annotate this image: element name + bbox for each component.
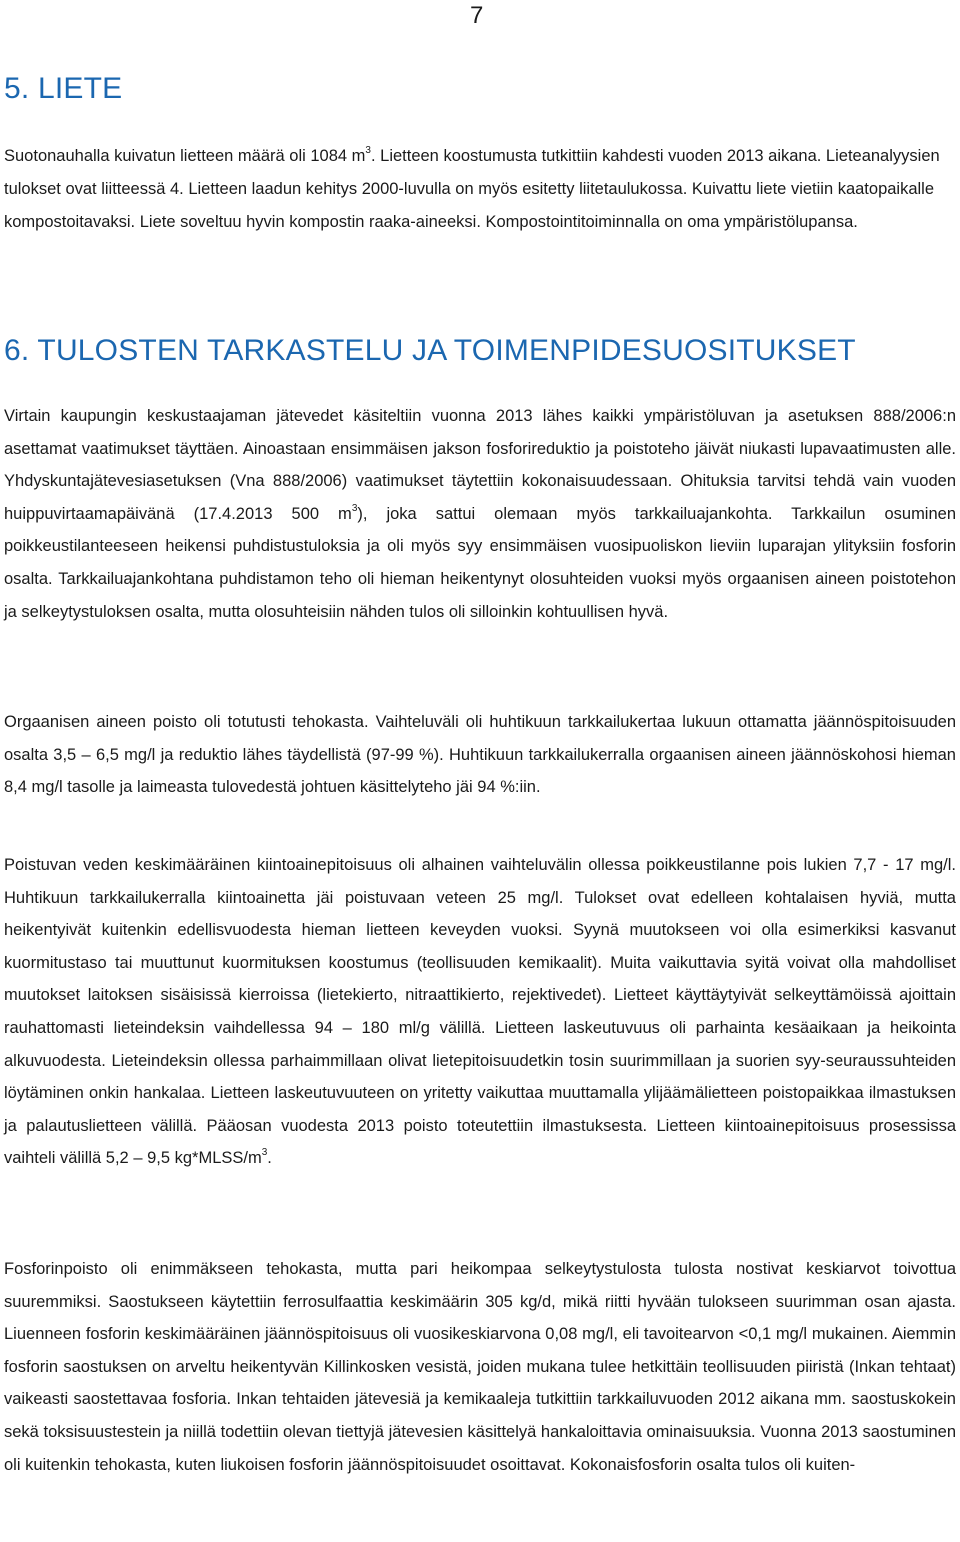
text-run: Poistuvan veden keskimääräinen kiintoainepitoisuus oli alhainen vaihteluvälin ollessa poikkeustilanne pois lukien 7,7 - 17 mg/l. Huhtikuun tarkkailukerralla kiintoainetta jäi poistuvaan veteen 25 mg/l. Tulokset ovat edelleen kohtalaisen hyviä, mutta heikentyivät kuitenkin edellisvuodesta hieman lietteen keveyden vuoksi. Syynä muutokseen voi olla esimerkiksi kasvanut kuormitustaso tai muuttunut kuormituksen koostumus (teollisuuden kemikaalit). Muita vaikuttavia syitä voivat olla mahdolliset muutokset laitoksen sisäisissä kierroissa (lietekierto, nitraattikierto, rejektivedet). Lietteet käyttäytyivät selkeyttämöissä ajoittain rauhattomasti lieteindeksin vaihdellessa 94 – 180 ml/g välillä. Lietteen laskeutuvuus oli parhainta kesäaikaan ja heikointa alkuvuodesta. Lieteindeksin ollessa parhaimmillaan olivat lietepitoisuudetkin tosin suurimmillaan ja suorien syy-seuraussuhteiden löytäminen onkin hankalaa. Lietteen laskeutuvuuteen on yritetty vaikuttaa muuttamalla ylijäämälietteen poistopaikkaa ilmastuksen ja palautuslietteen välillä. Pääosan vuodesta 2013 poisto toteutettiin ilmastuksesta. Lietteen kiintoainepitoisuus prosessissa vaihteli välillä 5,2 – 9,5 kg*MLSS/m bbox=[4, 856, 956, 1168]
superscript: 3 bbox=[351, 502, 358, 514]
section-heading-tulosten: 6. TULOSTEN TARKASTELU JA TOIMENPIDESUOSITUKSET bbox=[4, 334, 856, 367]
paragraph-solids bbox=[4, 849, 956, 1175]
superscript: 3 bbox=[365, 145, 371, 156]
paragraph-summary bbox=[4, 400, 956, 628]
section-heading-liete: 5. LIETE bbox=[4, 72, 123, 105]
paragraph-liete bbox=[4, 140, 956, 238]
text-run: . bbox=[267, 1149, 272, 1168]
text-run: Suotonauhalla kuivatun lietteen määrä oli 1084 m bbox=[4, 147, 366, 165]
text-run: Virtain kaupungin keskustaajaman jätevedet käsiteltiin vuonna 2013 lähes kaikki ympäristöluvan ja asetuksen 888/2006:n asettamat vaatimukset täyttäen. Ainoastaan ensimmäisen jakson fosforireduktio ja poistoteho jäivät niukasti lupavaatimusten alle. Yhdyskuntajätevesiasetuksen (Vna 888/2006) vaatimukset täytettiin kokonaisuudessaan. Ohituksia tarvitsi tehdä vain vuoden huippuvirtaamapäivänä (17.4.2013 500 m bbox=[4, 407, 956, 523]
text-run: ), joka sattui olemaan myös tarkkailuajankohta. Tarkkailun osuminen poikkeustilanteeseen heikensi puhdistustuloksia ja oli myös syy ensimmäisen vuosipuoliskon lieviin luparajan ylityksiin fosforin osalta. Tarkkailuajankohtana puhdistamon teho oli hieman heikentynyt olosuhteiden vuoksi myös orgaanisen aineen poistotehon ja selkeytystuloksen osalta, mutta olosuhteisiin nähden tulos oli silloinkin kohtuullisen hyvä. bbox=[4, 504, 957, 621]
paragraph-organic: Orgaanisen aineen poisto oli totutusti tehokasta. Vaihteluväli oli huhtikuun tarkkailukertaa lukuun ottamatta jäännöspitoisuuden osalta 3,5 – 6,5 mg/l ja reduktio lähes täydellistä (97-99 %). Huhtikuun tarkkailukerralla orgaanisen aineen jäännöskohosi hieman 8,4 mg/l tasolle ja laimeasta tulovedestä johtuen käsittelyteho jäi 94 %:iin. bbox=[4, 713, 956, 797]
paragraph-phosphorus: Fosforinpoisto oli enimmäkseen tehokasta, mutta pari heikompaa selkeytystulosta tulosta nostivat keskiarvot toivottua suuremmiksi. Saostukseen käytettiin ferrosulfaattia keskimäärin 305 kg/d, mikä riitti hyvään tulokseen suurimman osan ajasta. Liuenneen fosforin keskimääräinen jäännöspitoisuus oli vuosikeskiarvona 0,08 mg/l, eli tavoitearvon <0,1 mg/l mukainen. Aiemmin fosforin saostuksen on arveltu heikentyvän Killinkosken vesistä, joiden mukana tulee hetkittäin teollisuuden piiristä (Inkan tehtaat) vaikeasti saostettavaa fosforia. Inkan tehtaiden jätevesiä ja kemikaaleja tutkittiin tarkkailuvuoden 2012 aikana mm. saostuskokein sekä toksisuustestein ja niillä todettiin olevan tiettyjä jätevesien käsittelyä hankaloittavia ominaisuuksia. Vuonna 2013 saostuminen oli kuitenkin tehokasta, kuten liukoisen fosforin jäännöspitoisuudet osoittavat. Kokonaisfosforin osalta tulos oli kuiten- bbox=[4, 1260, 956, 1474]
page-number: 7 bbox=[470, 2, 484, 29]
text-run: . Lietteen koostumusta tutkittiin kahdesti vuoden 2013 aikana. Lieteanalyysien tulokset ovat liitteessä 4. Lietteen laadun kehitys 2000-luvulla on myös esitetty liitetaulukossa. Kuivattu liete vietiin kaatopaikalle kompostoitavaksi. Liete soveltuu hyvin kompostin raaka-aineeksi. Kompostointitoiminnalla on oma ympäristölupansa. bbox=[4, 147, 940, 231]
superscript: 3 bbox=[261, 1147, 268, 1159]
